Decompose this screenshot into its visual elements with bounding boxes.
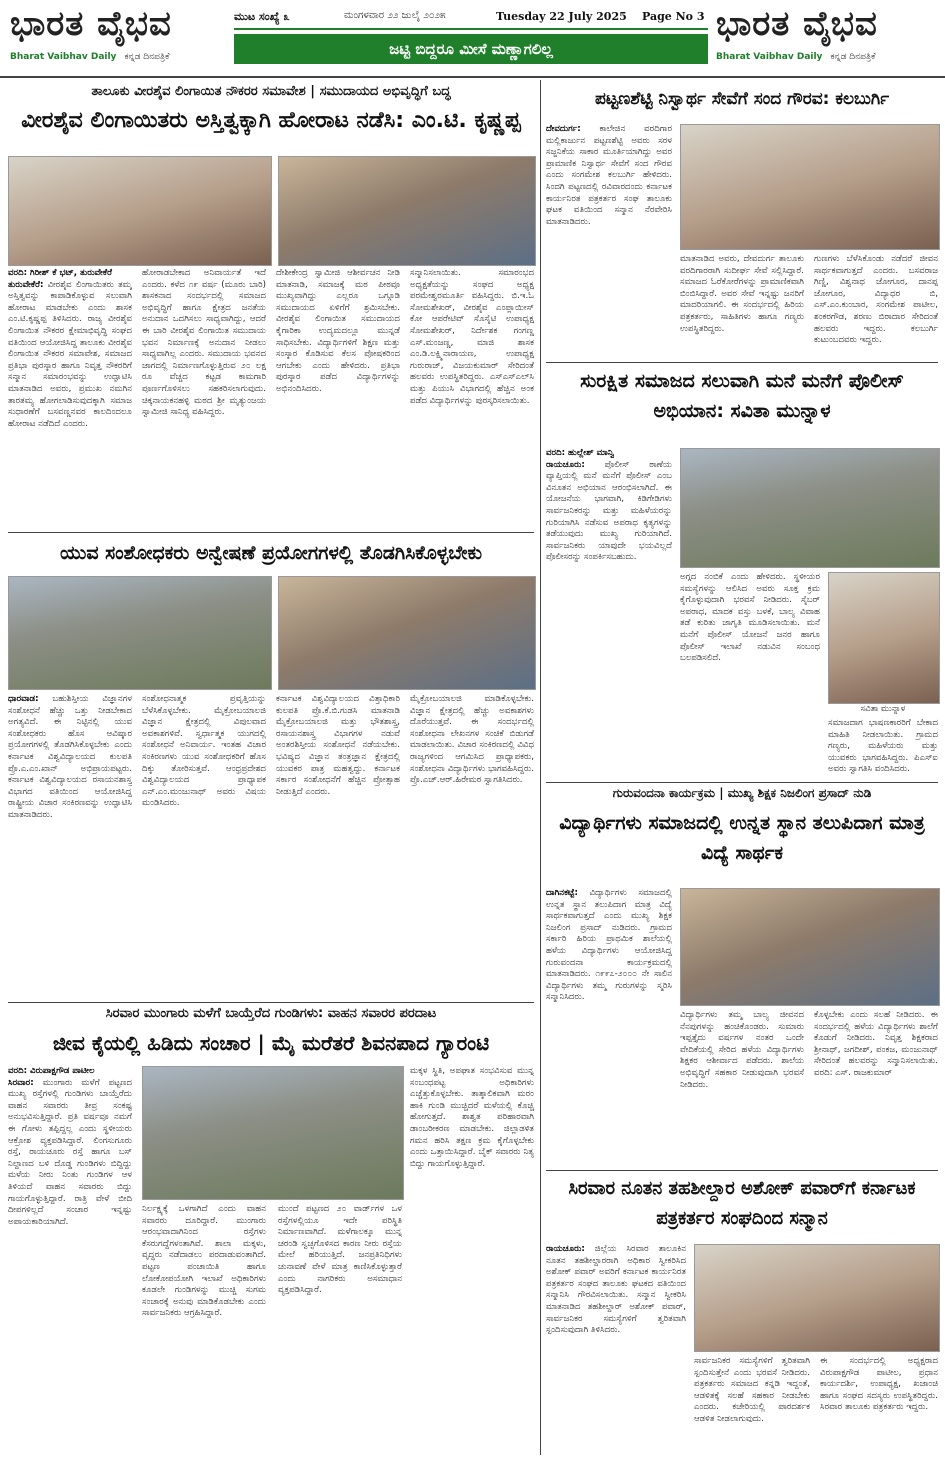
article-4-dateline: ದೇವದುರ್ಗ: (546, 124, 581, 134)
article-6-text-1: ವಿದ್ಯಾರ್ಥಿಗಳು ಸಮಾಜದಲ್ಲಿ ಉನ್ನತ ಸ್ಥಾನ ತಲುಪಿದಾಗ ಮಾತ್ರ ವಿದ್ಯೆ ಸಾರ್ಥಕವಾಗುತ್ತದೆ ಎಂದು ಮುಖ್ಯ ಶಿಕ್ಷಕ ನಿಜಲಿಂಗ ಪ್ರಸಾದ್ ನುಡಿದರು. ಗ್ರಾಮದ ಸರ್ಕಾರಿ ಹಿರಿಯ ಪ್ರಾಥಮಿಕ ಶಾಲೆಯಲ್ಲಿ ಹಳೆಯ ವಿದ್ಯಾರ್ಥಿಗಳು ಆಯೋಜಿಸಿದ್ದ ಗುರುವಂದನಾ ಕಾರ್ಯಕ್ರಮದಲ್ಲಿ ಮಾತನಾಡಿದರು. ೧೯೯೭-೨೦೦೦ ನೇ ಸಾಲಿನ ವಿದ್ಯಾರ್ಥಿಗಳು ತಮ್ಮ ಗುರುಗಳನ್ನು ಸ್ಮರಿಸಿ ಸನ್ಮಾನಿಸಿದರು. (546, 888, 672, 1003)
masthead-logo-left (10, 4, 232, 66)
article-3-photo (142, 1066, 404, 1200)
logo-text: ಭಾರತ ವೈಭವ (716, 4, 878, 44)
article-6-kicker: ಗುರುವಂದನಾ ಕಾರ್ಯಕ್ರಮ | ಮುಖ್ಯ ಶಿಕ್ಷಕ ನಿಜಲಿಂಗ ಪ್ರಸಾದ್ ನುಡಿ (612, 786, 872, 800)
article-3-byline: ವರದಿ: ವಿರುಪಾಕ್ಷಗೌಡ ಪಾಟೀಲ (8, 1066, 95, 1076)
article-1-byline: ವರದಿ: ಗಿರೀಶ್ ಕೆ ಭಟ್, ತುರುವೇಕೆರೆ (8, 268, 112, 278)
article-1-col-3: ದೇಶೀಕೇಂದ್ರ ಸ್ವಾಮೀಜಿ ಆಶೀರ್ವಚನ ನೀಡಿ ಮಾತನಾಡಿ, ಸಮಾಜಕ್ಕೆ ಮಠ ಪೀಠವೂ ಮುಖ್ಯವಾಗಿದ್ದು ಎಲ್ಲರೂ ಒಗ್ಗೂಡಿ ಸಮುದಾಯದ ಏಳಿಗೆಗೆ ಶ್ರಮಿಸಬೇಕು. ವೀರಶೈವ ಲಿಂಗಾಯಿತ ಸಮುದಾಯದ ಕೈಗಾರಿಕಾ ಉದ್ಯಮದಲ್ಲೂ ಮುನ್ನಡೆ ಸಾಧಿಸಬೇಕು. ವಿದ್ಯಾರ್ಥಿಗಳಿಗೆ ಶಿಕ್ಷಣ ಮತ್ತು ಸಂಸ್ಕಾರ ಕೊಡಿಸುವ ಕೆಲಸ ಪೋಷಕರಿಂದ ಆಗಬೇಕು ಎಂದು ಹೇಳಿದರು. ಪ್ರತಿಭಾ ಪುರಸ್ಕಾರ ಪಡೆದ ವಿದ್ಯಾರ್ಥಿಗಳನ್ನು ಅಭಿನಂದಿಸಿದರು. (276, 268, 400, 394)
article-6-col-2: ವಿದ್ಯಾರ್ಥಿಗಳು ತಮ್ಮ ಬಾಲ್ಯ ಜೀವನದ ನೆನಪುಗಳನ್ನು ಹಂಚಿಕೊಂಡರು. ಸುಮಾರು ಇಪ್ಪತ್ತೈದು ವರ್ಷಗಳ ನಂತರ ಒಂದೇ ವೇದಿಕೆಯಲ್ಲಿ ಸೇರಿದ ಹಳೆಯ ವಿದ್ಯಾರ್ಥಿಗಳು ಶಿಕ್ಷಕರ ಆಶೀರ್ವಾದ ಪಡೆದರು. ಶಾಲೆಯ ಅಭಿವೃದ್ಧಿಗೆ ಸಹಕಾರ ನೀಡುವುದಾಗಿ ಭರವಸೆ ನೀಡಿದರು. (680, 1010, 804, 1090)
english-date: Tuesday 22 July 2025 (496, 10, 627, 23)
article-4-col-1 (546, 124, 672, 358)
article-3-dateline: ಸಿರವಾರ: (8, 1077, 34, 1088)
article-2-col-4: ಮೈಕ್ರೋಬಯಾಲಜಿ ಮಾಡಿಕೊಳ್ಳಬೇಕು. ವಿಜ್ಞಾನ ಕ್ಷೇತ್ರದಲ್ಲಿ ಹೆಚ್ಚು ಅವಕಾಶಗಳು ದೊರೆಯುತ್ತವೆ. ಈ ಸಂದರ್ಭದಲ್ಲಿ ಸಂಶೋಧನಾ ಲೇಖನಗಳ ಸಂಚಿಕೆ ಬಿಡುಗಡೆ ಮಾಡಲಾಯಿತು. ವಿಚಾರ ಸಂಕಿರಣದಲ್ಲಿ ವಿವಿಧ ರಾಜ್ಯಗಳಿಂದ ಆಗಮಿಸಿದ ಪ್ರಾಧ್ಯಾಪಕರು, ಸಂಶೋಧನಾ ವಿದ್ಯಾರ್ಥಿಗಳು ಭಾಗವಹಿಸಿದ್ದರು. ಪ್ರೊ.ಎಚ್.ಆರ್.ಹಿರೇಮಠ ಸ್ವಾಗತಿಸಿದರು. (410, 694, 534, 786)
article-3-kicker: ಸಿರವಾರ ಮುಂಗಾರು ಮಳೆಗೆ ಬಾಯ್ತೆರೆದ ಗುಂಡಿಗಳು: ವಾಹನ ಸವಾರರ ಪರದಾಟ (105, 1006, 437, 1021)
issue-number: ಮುಟ ಸಂಖ್ಯೆ ೩ (234, 10, 290, 23)
article-2-photo-1 (8, 576, 272, 690)
article-1-photo-1 (8, 156, 272, 266)
divider (8, 1002, 534, 1003)
article-2-col-3: ಕರ್ನಾಟಕ ವಿಶ್ವವಿದ್ಯಾಲಯದ ವಿತ್ತಾಧಿಕಾರಿ ಕುಲಪತಿ ಪ್ರೊ.ಕೆ.ಬಿ.ಗುಡಸಿ ಮಾತನಾಡಿ ಮೈಕ್ರೋಬಯಾಲಜಿ ಮತ್ತು ಭೌತಶಾಸ್ತ್ರ, ರಸಾಯನಶಾಸ್ತ್ರ ವಿಭಾಗಗಳ ನಡುವೆ ಅಂತರಶಿಸ್ತೀಯ ಸಂಶೋಧನೆ ನಡೆಯಬೇಕು. ಭವಿಷ್ಯದ ವಿಜ್ಞಾನ ತಂತ್ರಜ್ಞಾನ ಕ್ಷೇತ್ರದಲ್ಲಿ ಯುವಕರ ಪಾತ್ರ ಮಹತ್ವದ್ದು. ಕರ್ನಾಟಕ ಸರ್ಕಾರ ಸಂಶೋಧನೆಗೆ ಹೆಚ್ಚಿನ ಪ್ರೋತ್ಸಾಹ ನೀಡುತ್ತಿದೆ ಎಂದರು. (276, 694, 400, 797)
article-5-headline: ಸುರಕ್ಷಿತ ಸಮಾಜದ ಸಲುವಾಗಿ ಮನೆ ಮನೆಗೆ ಪೊಲೀಸ್ ಅಭಿಯಾನ: ಸವಿತಾ ಮುನ್ನಾಳ (580, 370, 904, 422)
logo-text: ಭಾರತ ವೈಭವ (10, 4, 172, 44)
article-5-col-3: ಸಮಾಜದಾಗ ಭಾಷಣಕಾರರಿಗೆ ಬೇಕಾದ ಮಾಹಿತಿ ನೀಡಲಾಯಿತು. ಗ್ರಾಮದ ಗಣ್ಯರು, ಮಹಿಳೆಯರು ಮತ್ತು ಯುವಕರು ಭಾಗವಹಿಸಿದ್ದರು. ಪಿಎಸ್‌ಐ ಅವರು ಸ್ವಾಗತಿಸಿ ವಂದಿಸಿದರು. (828, 718, 938, 775)
article-4-text-1: ಕಾಲೇಜಿನ ವರದಿಗಾರ ಮಲ್ಲಿಕಾರ್ಜುನ ಪಟ್ಟಣಶೆಟ್ಟಿ ಅವರು ಸರಳ ಸಜ್ಜನಿಕೆಯ ಸಾಕಾರ ಮೂರ್ತಿಯಾಗಿದ್ದು ಅವರ ಪ್ರಾಮಾಣಿಕ ನಿಸ್ವಾರ್ಥ ಸೇವೆಗೆ ಸಂದ ಗೌರವ ಎಂದು ಸಂಗಮೇಶ ಕಲಬುರ್ಗಿ ಹೇಳಿದರು. ಸಿಂದಗಿ ಪಟ್ಟಣದಲ್ಲಿ ರವಿವಾರದಂದು ಕರ್ನಾಟಕ ಕಾರ್ಯನಿರತ ಪತ್ರಕರ್ತರ ಸಂಘ ತಾಲೂಕು ಘಟಕ ವತಿಯಿಂದ ಸನ್ಮಾನ ನೆರವೇರಿಸಿ ಮಾತನಾಡಿದರು. (546, 124, 672, 227)
logo-sub2: ಕನ್ನಡ ದಿನಪತ್ರಿಕೆ (124, 52, 170, 62)
article-1-dateline: ತುರುವೇಕೆರೆ: (8, 279, 44, 290)
article-1-body (8, 268, 534, 528)
article-3-col-4: ಮಕ್ಕಳ ಸ್ಥಿತಿ, ಅಪಘಾತ ಸಂಭವಿಸುವ ಮುನ್ನ ಸಂಬಂಧಪಟ್ಟ ಅಧಿಕಾರಿಗಳು ಎಚ್ಚೆತ್ತುಕೊಳ್ಳಬೇಕು. ತಾತ್ಕಾಲಿಕವಾಗಿ ಮರಂ ಹಾಕಿ ಗುಂಡಿ ಮುಚ್ಚಿದರೆ ಮಳೆಯಲ್ಲಿ ಕೊಚ್ಚಿ ಹೋಗುತ್ತದೆ. ಶಾಶ್ವತ ಪರಿಹಾರವಾಗಿ ಡಾಂಬರೀಕರಣ ಮಾಡಬೇಕು. ಜಿಲ್ಲಾಡಳಿತ ಗಮನ ಹರಿಸಿ ತಕ್ಷಣ ಕ್ರಮ ಕೈಗೊಳ್ಳಬೇಕು ಎಂದು ಒತ್ತಾಯಿಸಿದ್ದಾರೆ. ಬೈಕ್ ಸವಾರರು ನಿತ್ಯ ಬಿದ್ದು ಗಾಯಗೊಳ್ಳುತ್ತಿದ್ದಾರೆ. (410, 1066, 534, 1169)
article-7-photo (694, 1244, 940, 1352)
article-1-photo-2 (278, 156, 536, 266)
article-3-col-1 (8, 1066, 132, 1450)
divider (546, 362, 938, 363)
article-2-col-2: ಸಂಶೋಧನಾತ್ಮಕ ಪ್ರವೃತ್ತಿಯನ್ನು ಬೆಳೆಸಿಕೊಳ್ಳಬೇಕು. ಮೈಕ್ರೋಬಯಾಲಜಿ ವಿಜ್ಞಾನ ಕ್ಷೇತ್ರದಲ್ಲಿ ವಿಪುಲವಾದ ಅವಕಾಶಗಳಿವೆ. ಸ್ವರ್ಧಾತ್ಮಕ ಯುಗದಲ್ಲಿ ಸಂಶೋಧನೆ ಅನಿವಾರ್ಯ. ಇಂತಹ ವಿಚಾರ ಸಂಕಿರಣಗಳು ಯುವ ಸಂಶೋಧಕರಿಗೆ ಹೊಸ ದಿಕ್ಕು ತೋರಿಸುತ್ತವೆ. ಆಂಧ್ರಪ್ರದೇಶದ ವಿಶ್ವವಿದ್ಯಾಲಯದ ಪ್ರಾಧ್ಯಾಪಕ ಎನ್.ಎಂ.ಮಂಜುನಾಥ್ ಅವರು ವಿಷಯ ಮಂಡಿಸಿದರು. (142, 694, 266, 809)
article-2-col-1 (8, 694, 132, 994)
article-2-photo-2 (278, 576, 536, 690)
article-6-photo (680, 888, 940, 1006)
article-5-col-1 (546, 448, 672, 776)
article-3-col-2: ನಿರ್ಲಕ್ಷ್ಯಕ್ಕೆ ಒಳಗಾಗಿದೆ ಎಂದು ವಾಹನ ಸವಾರರು ದೂರಿದ್ದಾರೆ. ಮುಂಗಾರು ಆರಂಭವಾದಾಗಿನಿಂದ ರಸ್ತೆಗಳು ಕೆಸರುಗದ್ದೆಗಳಂತಾಗಿವೆ. ಶಾಲಾ ಮಕ್ಕಳು, ವೃದ್ಧರು ನಡೆದಾಡಲು ಪರದಾಡುವಂತಾಗಿದೆ. ಪಟ್ಟಣ ಪಂಚಾಯಿತಿ ಹಾಗೂ ಲೋಕೋಪಯೋಗಿ ಇಲಾಖೆ ಅಧಿಕಾರಿಗಳು ಕೂಡಲೇ ಗುಂಡಿಗಳನ್ನು ಮುಚ್ಚಿ ಸುಗಮ ಸಂಚಾರಕ್ಕೆ ಅನುವು ಮಾಡಿಕೊಡಬೇಕು ಎಂದು ಸಾರ್ವಜನಿಕರು ಆಗ್ರಹಿಸಿದ್ದಾರೆ. (142, 1204, 266, 1319)
column-divider (540, 80, 541, 1455)
article-7-headline: ಸಿರವಾರ ನೂತನ ತಹಶೀಲ್ದಾರ ಅಶೋಕ್ ಪವಾರ್‌ಗೆ ಕರ್ನಾಟಕ ಪತ್ರಕರ್ತರ ಸಂಘದಿಂದ ಸನ್ಮಾನ (568, 1178, 916, 1229)
article-6-dateline: ದಾಗಿನಕಟ್ಟೆ: (546, 888, 578, 898)
kannada-date: ಮಂಗಳವಾರ ೨೨ ಜುಲೈ ೨೦೨೫ (344, 10, 446, 21)
article-6-col-3: ಕೊಳ್ಳಬೇಕು ಎಂದು ಸಲಹೆ ನೀಡಿದರು. ಈ ಸಂದರ್ಭದಲ್ಲಿ ಹಳೆಯ ವಿದ್ಯಾರ್ಥಿಗಳು ಶಾಲೆಗೆ ಕೊಡುಗೆ ನೀಡಿದರು. ನಿವೃತ್ತ ಶಿಕ್ಷಕರಾದ ಶ್ರೀನಾಥ್, ಜಗದೀಶ್, ಪಂಕಜ, ಮಂಜುನಾಥ್ ಸೇರಿದಂತೆ ಹಲವರನ್ನು ಸನ್ಮಾನಿಸಲಾಯಿತು. ವರದಿ: ಎಸ್. ರಾಜಕುಮಾರ್ (814, 1010, 938, 1078)
divider (546, 1170, 938, 1171)
page-number: Page No 3 (642, 10, 705, 23)
article-1-kicker: ತಾಲೂಕು ವೀರಶೈವ ಲಿಂಗಾಯಿತ ನೌಕರರ ಸಮಾವೇಶ | ಸಮುದಾಯದ ಅಭಿವೃದ್ಧಿಗೆ ಬದ್ಧ (91, 84, 451, 99)
masthead-rule (0, 76, 945, 78)
article-1-col-4: ಸನ್ಮಾನಿಸಲಾಯಿತು. ಸಮಾರಂಭದ ಅಧ್ಯಕ್ಷತೆಯನ್ನು ಸಂಘದ ಅಧ್ಯಕ್ಷ ಪರಮೇಶ್ವರಮೂರ್ತಿ ವಹಿಸಿದ್ದರು. ಬಿ.ಇ.ಓ ಸೋಮಶೇಖರ್, ವೀರಶೈವ ಎಂಪ್ಲಾಯೀಸ್ ಕೋ ಆಪರೇಟಿವ್ ಸೊಸೈಟಿ ಉಪಾಧ್ಯಕ್ಷ ಸೋಮಶೇಖರ್, ನಿರ್ದೇಶಕ ಗಂಗಣ್ಣ ಎಸ್.ಮಂಜಣ್ಣ, ಮಾಜಿ ಶಾಸಕ ಎಂ.ಡಿ.ಲಕ್ಷ್ಮಿನಾರಾಯಣ, ಉಪಾಧ್ಯಕ್ಷ ಗುರುರಾಜ್, ವಿಜಯಕುಮಾರ್ ಸೇರಿದಂತೆ ಹಲವರು ಉಪಸ್ಥಿತರಿದ್ದರು. ಎಸ್ಎಸ್ಎಲ್‌ಸಿ ಮತ್ತು ಪಿಯುಸಿ ವಿಭಾಗದಲ್ಲಿ ಹೆಚ್ಚಿನ ಅಂಕ ಪಡೆದ ವಿದ್ಯಾರ್ಥಿಗಳನ್ನು ಪುರಸ್ಕರಿಸಲಾಯಿತು. (410, 268, 534, 406)
article-7-dateline: ರಾಯಚೂರು: (546, 1244, 585, 1254)
article-1-text-1: ವೀರಶೈವ ಲಿಂಗಾಯಿತರು ತಮ್ಮ ಅಸ್ತಿತ್ವವನ್ನು ಕಾಪಾಡಿಕೊಳ್ಳುವ ಸಲುವಾಗಿ ಹೋರಾಟ ಮಾಡಬೇಕು ಎಂದು ಶಾಸಕ ಎಂ.ಟಿ.ಕೃಷ್ಣಪ್ಪ ತಿಳಿಸಿದರು. ರಾಜ್ಯ ವೀರಶೈವ ಲಿಂಗಾಯಿತ ನೌಕರರ ಕ್ಷೇಮಾಭಿವೃದ್ಧಿ ಸಂಘದ ವತಿಯಿಂದ ಆಯೋಜಿಸಿದ್ದ ತಾಲೂಕು ವೀರಶೈವ ಲಿಂಗಾಯಿತ ನೌಕರರ ಸಮಾವೇಶ, ಸಮಾಜದ ಪ್ರತಿಭಾ ಪುರಸ್ಕಾರ ಹಾಗೂ ನಿವೃತ್ತ ನೌಕರರಿಗೆ ಸನ್ಮಾನ ಸಮಾರಂಭವನ್ನು ಉದ್ಘಾಟಿಸಿ ಮಾತನಾಡಿದ ಅವರು, ಪ್ರಮುಖ ನಮಗಿನ ತಾರತಮ್ಯ ಹೋಗಲಾಡಿಸುವುದಕ್ಕಾಗಿ ಸಮಾಜ ಸುಧಾರಣೆಗೆ ಬಸವಣ್ಣನವರ ಕಾಲದಿಂದಲೂ ಹೋರಾಟ ನಡೆದಿದೆ ಎಂದರು. (8, 279, 132, 429)
issue-strip (234, 6, 708, 30)
article-5-photo-group (680, 448, 940, 568)
article-4-headline: ಪಟ್ಟಣಶೆಟ್ಟಿ ನಿಸ್ವಾರ್ಥ ಸೇವೆಗೆ ಸಂದ ಗೌರವ: ಕಲಬುರ್ಗಿ (594, 89, 890, 109)
article-5-col-2: ಅಗ್ಗದ ನಂಬಿಕೆ ಎಂದು ಹೇಳಿದರು. ಸ್ಥಳೀಯರ ಸಮಸ್ಯೆಗಳನ್ನು ಆಲಿಸಿದ ಅವರು ಸೂಕ್ತ ಕ್ರಮ ಕೈಗೊಳ್ಳುವುದಾಗಿ ಭರವಸೆ ನೀಡಿದರು. ಸೈಬರ್ ಅಪರಾಧ, ಮಾದಕ ವಸ್ತು ಬಳಕೆ, ಬಾಲ್ಯ ವಿವಾಹ ತಡೆ ಕುರಿತು ಜಾಗೃತಿ ಮೂಡಿಸಲಾಯಿತು. ಮನೆ ಮನೆಗೆ ಪೊಲೀಸ್ ಯೋಜನೆ ಜನರ ಹಾಗೂ ಪೊಲೀಸ್ ಇಲಾಖೆ ನಡುವಿನ ಸಂಬಂಧ ಬಲಪಡಿಸಲಿದೆ. (680, 572, 820, 664)
article-4-photo (680, 124, 940, 250)
article-1-col-2: ಹೋರಾಡಬೇಕಾದ ಅನಿವಾರ್ಯತೆ ಇದೆ ಎಂದರು. ಕಳೆದ ೧೯ ವರ್ಷ (ಮೂರು ಬಾರಿ) ಶಾಸಕನಾದ ಸಂದರ್ಭದಲ್ಲಿ ಸಮಾಜದ ಅಭಿವೃದ್ಧಿಗೆ ಹಾಗೂ ಕ್ಷೇತ್ರದ ಜನತೆಯ ಅನುದಾನ ಒದಗಿಸಲು ಸಾಧ್ಯವಾಗಿದ್ದು, ಆದರೆ ಈ ಬಾರಿ ವೀರಶೈವ ಲಿಂಗಾಯಿತ ಸಮುದಾಯ ಭವನ ನಿರ್ಮಾಣಕ್ಕೆ ಅನುದಾನ ನೀಡಲು ಸಾಧ್ಯವಾಗಿಲ್ಲ ಎಂದರು. ಸಮುದಾಯ ಭವನದ ಜಾಗದಲ್ಲಿ ನಿರ್ಮಾಣಗೊಳ್ಳುತ್ತಿರುವ ೨೦ ಲಕ್ಷ ರೂ ವೆಚ್ಚದ ಕಟ್ಟಡ ಕಾಮಗಾರಿ ಪೂರ್ಣಗೊಳಿಸಲು ಸಹಕರಿಸಲಾಗುವುದು. ಚಿಕ್ಕನಾಯಕನಹಳ್ಳಿ ಮಠದ ಶ್ರೀ ಮೃತ್ಯುಂಜಯ ಸ್ವಾಮೀಜಿ ಸಾನಿಧ್ಯ ವಹಿಸಿದ್ದರು. (142, 268, 266, 418)
article-5-portrait (828, 572, 940, 704)
article-4-col-2: ಮಾತನಾಡಿದ ಅವರು, ದೇವದುರ್ಗ ತಾಲೂಕು ವರದಿಗಾರರಾಗಿ ಸುದೀರ್ಘ ಸೇವೆ ಸಲ್ಲಿಸಿದ್ದಾರೆ. ಸಮಾಜದ ಓರೆಕೋರೆಗಳನ್ನು ಪ್ರಾಮಾಣಿಕವಾಗಿ ಬಿಂಬಿಸಿದ್ದಾರೆ. ಅವರ ಸೇವೆ ಇನ್ನಷ್ಟು ಜನರಿಗೆ ಮಾದರಿಯಾಗಲಿ. ಈ ಸಂದರ್ಭದಲ್ಲಿ ಹಿರಿಯ ಪತ್ರಕರ್ತರು, ಸಾಹಿತಿಗಳು ಹಾಗೂ ಗಣ್ಯರು ಉಪಸ್ಥಿತರಿದ್ದರು. (680, 254, 804, 334)
logo-sub: Bharat Vaibhav Daily (10, 52, 117, 62)
article-2-dateline: ಧಾರವಾಡ: (8, 694, 39, 704)
masthead (0, 0, 945, 74)
article-5-caption: ಸವಿತಾ ಮುನ್ನಾಳ (860, 704, 906, 714)
article-3-headline: ಜೀವ ಕೈಯಲ್ಲಿ ಹಿಡಿದು ಸಂಚಾರ | ಮೈ ಮರೆತರೆ ಶಿವನಪಾದ ಗ್ಯಾರಂಟಿ (52, 1031, 490, 1055)
masthead-logo-right (716, 4, 938, 66)
article-6-col-1 (546, 888, 672, 1164)
article-7-col-3: ಈ ಸಂದರ್ಭದಲ್ಲಿ ಅಧ್ಯಕ್ಷರಾದ ವಿರುಪಾಕ್ಷಗೌಡ ಪಾಟೀಲ, ಪ್ರಧಾನ ಕಾರ್ಯದರ್ಶಿ, ಉಪಾಧ್ಯಕ್ಷ, ಖಜಾಂಚಿ ಹಾಗೂ ಸಂಘದ ಸದಸ್ಯರು ಉಪಸ್ಥಿತರಿದ್ದರು. ಸಿರವಾರ ತಾಲೂಕು ಪತ್ರಕರ್ತರು ಇದ್ದರು. (820, 1356, 938, 1413)
article-5-byline: ವರದಿ: ಹುಲ್ಲೇಶ್ ಮಾನ್ವಿ (546, 448, 615, 458)
article-7-col-2: ಸಾರ್ವಜನಿಕರ ಸಮಸ್ಯೆಗಳಿಗೆ ತ್ವರಿತವಾಗಿ ಸ್ಪಂದಿಸುತ್ತೇನೆ ಎಂದು ಭರವಸೆ ನೀಡಿದರು. ಪತ್ರಕರ್ತರು ಸಮಾಜದ ಕನ್ನಡಿ ಇದ್ದಂತೆ, ಆಡಳಿತಕ್ಕೆ ಸಲಹೆ ಸಹಕಾರ ನೀಡಬೇಕು ಎಂದರು. ಕಚೇರಿಯಲ್ಲಿ ಪಾರದರ್ಶಕ ಆಡಳಿತ ನೀಡಲಾಗುವುದು. (694, 1356, 810, 1424)
logo-sub2: ಕನ್ನಡ ದಿನಪತ್ರಿಕೆ (830, 52, 876, 62)
article-6 (546, 786, 938, 872)
article-3-text-1: ಮುಂಗಾರು ಮಳೆಗೆ ಪಟ್ಟಣದ ಮುಖ್ಯ ರಸ್ತೆಗಳಲ್ಲಿ ಗುಂಡಿಗಳು ಬಾಯ್ತೆರೆದು ವಾಹನ ಸವಾರರು ತೀವ್ರ ಸಂಕಷ್ಟ ಅನುಭವಿಸುತ್ತಿದ್ದಾರೆ. ಪ್ರತಿ ವರ್ಷವೂ ನಮಗೆ ಈ ಗೋಳು ತಪ್ಪಿದ್ದಲ್ಲ ಎಂದು ಸ್ಥಳೀಯರು ಆಕ್ರೋಶ ವ್ಯಕ್ತಪಡಿಸಿದ್ದಾರೆ. ಲಿಂಗಸುಗೂರು ರಸ್ತೆ, ರಾಯಚೂರು ರಸ್ತೆ ಹಾಗೂ ಬಸ್ ನಿಲ್ದಾಣದ ಬಳಿ ದೊಡ್ಡ ಗುಂಡಿಗಳು ಬಿದ್ದಿದ್ದು ಮಳೆಯ ನೀರು ನಿಂತು ಗುಂಡಿಗಳ ಆಳ ತಿಳಿಯದೆ ವಾಹನ ಸವಾರರು ಬಿದ್ದು ಗಾಯಗೊಳ್ಳುತ್ತಿದ್ದಾರೆ. ರಾತ್ರಿ ವೇಳೆ ಬೀದಿ ದೀಪಗಳಿಲ್ಲದೆ ಸಂಚಾರ ಇನ್ನಷ್ಟು ಅಪಾಯಕಾರಿಯಾಗಿದೆ. (8, 1077, 132, 1227)
article-2-headline: ಯುವ ಸಂಶೋಧಕರು ಅನ್ವೇಷಣೆ ಪ್ರಯೋಗಗಳಲ್ಲಿ ತೊಡಗಿಸಿಕೊಳ್ಳಬೇಕು (59, 542, 483, 564)
article-7-col-1 (546, 1244, 686, 1450)
article-2-body (8, 694, 534, 1000)
article-5-text-1: ಪೊಲೀಸ್ ಠಾಣೆಯ ವ್ಯಾಪ್ತಿಯಲ್ಲಿ ಮನೆ ಮನೆಗೆ ಪೊಲೀಸ್ ಎಂಬ ವಿನೂತನ ಅಭಿಯಾನ ಆರಂಭಿಸಲಾಗಿದೆ. ಈ ಯೋಜನೆಯ ಭಾಗವಾಗಿ, ಕಿಡಿಗೇಡಿಗಳು ಸಾರ್ವಜನಿಕರನ್ನು ಮತ್ತು ಮಹಿಳೆಯರನ್ನು ಗುರಿಯಾಗಿಸಿ ನಡೆಸುವ ಅಪರಾಧ ಕೃತ್ಯಗಳನ್ನು ತಡೆಯುವುದು ಮುಖ್ಯ ಗುರಿಯಾಗಿದೆ. ಸಾರ್ವಜನಿಕರು ಯಾವುದೇ ಭಯವಿಲ್ಲದೆ ಪೊಲೀಸರನ್ನು ಸಂಪರ್ಕಿಸಬಹುದು. (546, 459, 672, 563)
article-3-col-3: ಮುಂದೆ ಪಟ್ಟಣದ ೨೦ ವಾರ್ಡ್‌ಗಳ ಒಳ ರಸ್ತೆಗಳಲ್ಲಿಯೂ ಇದೇ ಪರಿಸ್ಥಿತಿ ನಿರ್ಮಾಣವಾಗಿದೆ. ಮಳೆಗಾಲಕ್ಕೂ ಮುನ್ನ ಚರಂಡಿ ಸ್ವಚ್ಛಗೊಳಿಸದ ಕಾರಣ ನೀರು ರಸ್ತೆಯ ಮೇಲೆ ಹರಿಯುತ್ತಿದೆ. ಜನಪ್ರತಿನಿಧಿಗಳು ಚುನಾವಣೆ ವೇಳೆ ಮಾತ್ರ ಕಾಣಿಸಿಕೊಳ್ಳುತ್ತಾರೆ ಎಂದು ನಾಗರಿಕರು ಅಸಮಾಧಾನ ವ್ಯಕ್ತಪಡಿಸಿದ್ದಾರೆ. (278, 1204, 402, 1296)
article-5-dateline: ರಾಯಚೂರು: (546, 459, 585, 470)
article-6-headline: ವಿದ್ಯಾರ್ಥಿಗಳು ಸಮಾಜದಲ್ಲಿ ಉನ್ನತ ಸ್ಥಾನ ತಲುಪಿದಾಗ ಮಾತ್ರ ವಿದ್ಯೆ ಸಾರ್ಥಕ (559, 812, 925, 864)
article-1-headline: ವೀರಶೈವ ಲಿಂಗಾಯಿತರು ಅಸ್ತಿತ್ವಕ್ಕಾಗಿ ಹೋರಾಟ ನಡೆಸಿ: ಎಂ.ಟಿ. ಕೃಷ್ಣಪ್ಪ (21, 108, 521, 133)
article-4-col-3: ಗುಣಗಳು ಬೆಳೆಸಿಕೊಂಡು ನಡೆದರೆ ಜೀವನ ಸಾರ್ಥಕವಾಗುತ್ತದೆ ಎಂದರು. ಬಸವರಾಜ ಗಿಣ್ಣಿ, ವಿಶ್ವನಾಥ ಜೋಗೂರ, ದಾನಪ್ಪ ಜೋಗೂರ, ವಿದ್ಯಾಧರ ಬಿ, ಎಸ್.ಎಂ.ಕುಂಬಾರ, ಸಂಗಮೇಶ ಪಾಟೀಲ, ಶಂಕರಗೌಡ, ಶರಣು ಬಿರಾದಾರ ಸೇರಿದಂತೆ ಹಲವರು ಇದ್ದರು. ಕಲಬುರ್ಗಿ ಕುಟುಂಬದವರು ಇದ್ದರು. (814, 254, 938, 346)
article-2-text-1: ಬಹುಶಿಸ್ತೀಯ ವಿಜ್ಞಾನಗಳ ಸಂಶೋಧನೆ ಹೆಚ್ಚು ಒತ್ತು ನೀಡಬೇಕಾದ ಅಗತ್ಯವಿದೆ. ಈ ನಿಟ್ಟಿನಲ್ಲಿ ಯುವ ಸಂಶೋಧಕರು ಹೊಸ ಆವಿಷ್ಕಾರ ಪ್ರಯೋಗಗಳಲ್ಲಿ ತೊಡಗಿಸಿಕೊಳ್ಳಬೇಕು ಎಂದು ಕರ್ನಾಟಕ ವಿಶ್ವವಿದ್ಯಾಲಯದ ಕುಲಪತಿ ಪ್ರೊ.ಎ.ಎಂ.ಖಾನ್ ಅಭಿಪ್ರಾಯಪಟ್ಟರು. ಕರ್ನಾಟಕ ವಿಶ್ವವಿದ್ಯಾಲಯದ ರಸಾಯನಶಾಸ್ತ್ರ ವಿಭಾಗದ ವತಿಯಿಂದ ಆಯೋಜಿಸಿದ್ದ ರಾಷ್ಟ್ರೀಯ ವಿಚಾರ ಸಂಕಿರಣವನ್ನು ಉದ್ಘಾಟಿಸಿ ಮಾತನಾಡಿದರು. (8, 694, 132, 820)
divider (546, 782, 938, 783)
article-1-col-1 (8, 268, 132, 526)
article-7-text-1: ಜಿಲ್ಲೆಯ ಸಿರವಾರ ತಾಲೂಕಿನ ನೂತನ ತಹಶೀಲ್ದಾರರಾಗಿ ಅಧಿಕಾರ ಸ್ವೀಕರಿಸಿದ ಅಶೋಕ್ ಪವಾರ್ ಅವರಿಗೆ ಕರ್ನಾಟಕ ಕಾರ್ಯನಿರತ ಪತ್ರಕರ್ತರ ಸಂಘದ ತಾಲೂಕು ಘಟಕದ ವತಿಯಿಂದ ಸನ್ಮಾನಿಸಿ ಗೌರವಿಸಲಾಯಿತು. ಸನ್ಮಾನ ಸ್ವೀಕರಿಸಿ ಮಾತನಾಡಿದ ತಹಶೀಲ್ದಾರ್ ಅಶೋಕ್ ಪವಾರ್, ಸಾರ್ವಜನಿಕರ ಸಮಸ್ಯೆಗಳಿಗೆ ತ್ವರಿತವಾಗಿ ಸ್ಪಂದಿಸುವುದಾಗಿ ತಿಳಿಸಿದರು. (546, 1244, 686, 1336)
tagline: ಜಟ್ಟಿ ಬಿದ್ದರೂ ಮೀಸೆ ಮಣ್ಣಾಗಲಿಲ್ಲ (234, 34, 708, 64)
article-1 (8, 84, 534, 140)
article-3 (8, 1006, 534, 1062)
divider (8, 532, 534, 533)
logo-sub: Bharat Vaibhav Daily (716, 52, 823, 62)
